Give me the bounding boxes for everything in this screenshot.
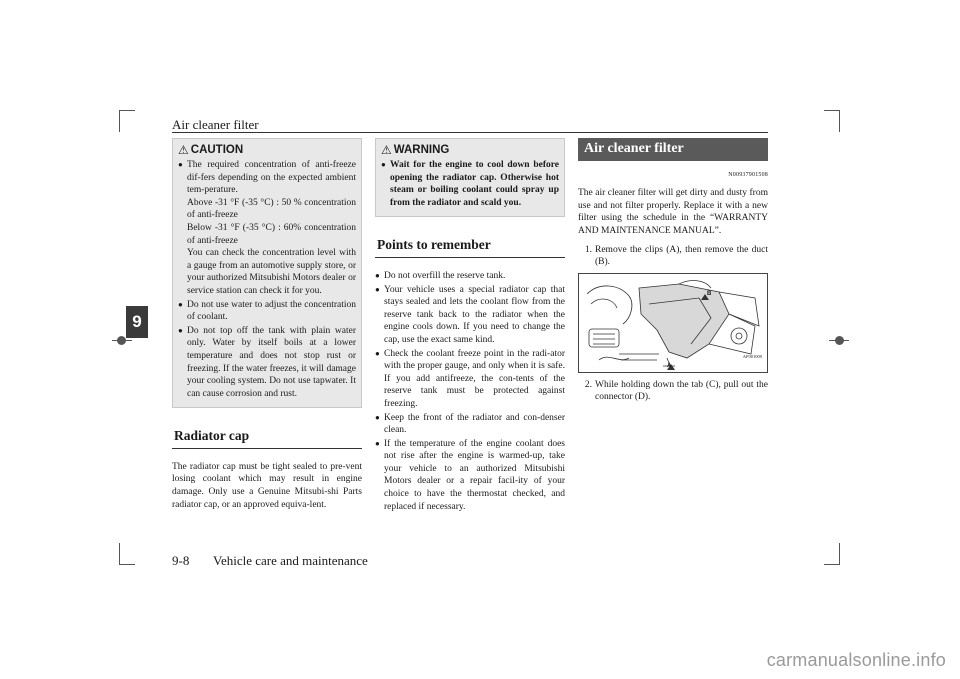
bullet-icon: ● (375, 284, 380, 294)
warning-triangle-icon: ⚠ (381, 142, 392, 157)
caution-line: Below -31 °F (-35 °C) : 60% concentration of anti-freeze (187, 222, 356, 246)
warning-triangle-icon: ⚠ (178, 142, 189, 157)
warning-label-text: WARNING (393, 143, 450, 156)
figure-label-b: B (707, 290, 712, 297)
caution-label-text: CAUTION (190, 143, 244, 156)
crop-mark-top-left-v (119, 110, 120, 132)
bullet-icon: ● (375, 412, 380, 422)
engine-bay-illustration (579, 274, 767, 372)
registration-mark-right-line (829, 340, 849, 341)
caution-box (172, 138, 362, 408)
list-item: ● Do not overfill the reserve tank. (375, 270, 506, 281)
caution-line: Do not use water to adjust the concentration of coolant. (187, 299, 356, 323)
radiator-cap-paragraph: The radiator cap must be tight sealed to pre-vent losing coolant which may result in engine damage. Only use a Genuine Mitsubi-shi Parts radiator cap, or an approved equiva-lent. (172, 461, 362, 510)
bullet-icon: ● (375, 348, 380, 358)
section-title-radiator-cap: Radiator cap (172, 420, 362, 449)
section-title-air-cleaner-filter: Air cleaner filter (578, 138, 768, 161)
list-item: ● Keep the front of the radiator and con-denser clean. (375, 412, 565, 436)
crop-mark-bottom-right-h (824, 564, 840, 565)
crop-mark-top-right-v (839, 110, 840, 132)
column-middle (375, 138, 565, 514)
caution-label (178, 142, 356, 158)
section-title-points-to-remember: Points to remember (375, 229, 565, 258)
list-item: ● Your vehicle uses a special radiator cap that stays sealed and lets the coolant flow from the reserve tank back to the radiator when the engine cools down. If you need to change the cap, use the exact same kind. (375, 284, 565, 345)
crop-mark-bottom-left-h (119, 564, 135, 565)
bullet-icon: ● (178, 299, 183, 309)
footer-page-number: 9-8 (172, 553, 190, 568)
crop-mark-bottom-right-v (839, 543, 840, 565)
warning-box (375, 138, 565, 217)
watermark: carmanualsonline.info (766, 650, 946, 670)
column-right (578, 138, 768, 408)
bullet-icon: ● (375, 438, 380, 448)
caution-item (178, 299, 356, 324)
air-cleaner-intro: The air cleaner filter will get dirty and dusty from use and not filter properly. Replace it with a new filter using the schedule in the “WARRANTY AND MAINTENANCE MANUAL”. (578, 188, 768, 236)
crop-mark-bottom-left-v (119, 543, 120, 565)
bullet-icon: ● (178, 325, 183, 335)
warning-text: Wait for the engine to cool down before opening the radiator cap. Otherwise hot steam or boiling coolant could spray up from the radiator and scald you. (390, 160, 559, 208)
bullet-icon: ● (381, 160, 386, 169)
step-item (578, 244, 768, 269)
step-number: 1. (584, 244, 592, 255)
figure-label-a: A (667, 362, 672, 369)
page-header-title: Air cleaner filter (172, 117, 259, 132)
caution-line: You can check the concentration level with a gauge from an automotive supply store, or your authorized Mitsubishi Motors dealer or service station can check it for you. (187, 248, 356, 296)
engine-bay-figure (578, 273, 768, 373)
step-number: 2. (584, 379, 592, 390)
document-code: N00937901508 (728, 171, 768, 178)
caution-item (178, 325, 356, 401)
step-text: While holding down the tab (C), pull out the connector (D). (595, 379, 768, 403)
header-rule (172, 132, 768, 133)
step-item (578, 379, 768, 404)
bullet-icon: ● (375, 270, 380, 280)
step-text: Remove the clips (A), then remove the duct (B). (595, 244, 768, 268)
crop-mark-top-right-h (824, 110, 840, 111)
column-left (172, 138, 362, 515)
warning-label (381, 142, 559, 158)
caution-item (178, 159, 356, 298)
bullet-icon: ● (178, 160, 183, 169)
caution-line: The required concentration of anti-freeze dif-fers depending on the expected ambient tem-perature. (187, 160, 356, 196)
figure-code: AF001009 (742, 354, 762, 360)
caution-line: Do not top off the tank with plain water only. Water by itself boils at a lower temperature and does not stop rust or freezing. If the water freezes, it will damage your cooling system. Do not use tapwater. It can cause corrosion and rust. (187, 325, 356, 399)
footer-section-title: Vehicle care and maintenance (213, 553, 368, 568)
caution-line: Above -31 °F (-35 °C) : 50 % concentration of anti-freeze (187, 197, 356, 221)
registration-mark-left-line (112, 340, 132, 341)
chapter-tab: 9 (126, 306, 148, 338)
warning-item (381, 159, 559, 209)
list-item: ● If the temperature of the engine coolant does not rise after the engine is warmed-up, take your vehicle to an authorized Mitsubishi Motors dealer or a repair facil-ity of your choice to have the thermostat checked, and replaced if necessary. (375, 438, 565, 512)
crop-mark-top-left-h (119, 110, 135, 111)
list-item: ● Check the coolant freeze point in the radi-ator with the proper gauge, and only when it is safe. If you add antifreeze, the con-tents of the reserve tank must be protected against freezing. (375, 348, 565, 409)
